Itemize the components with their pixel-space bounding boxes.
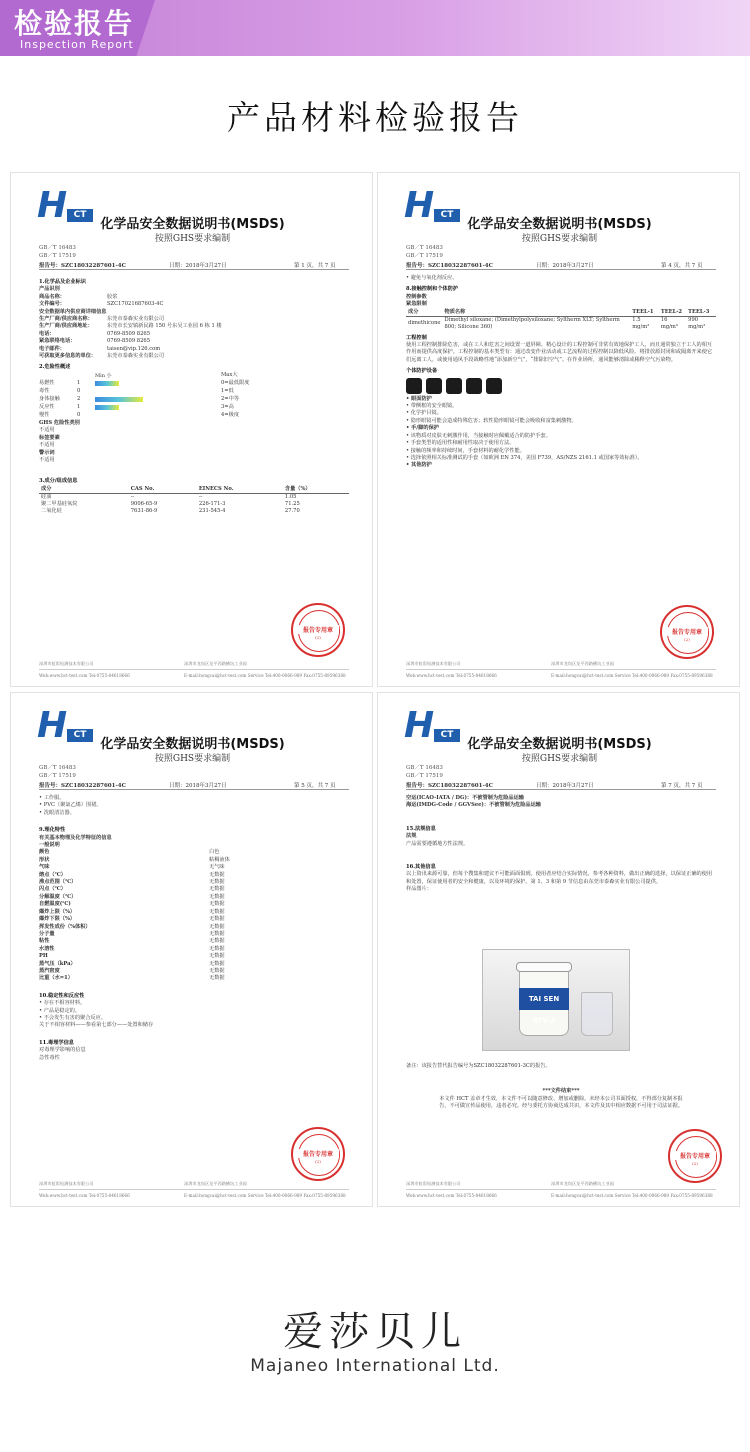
table-header-cell: TEEL-1 [630, 309, 659, 317]
report-body: • 避免与氧化剂反应。 8.接触控制和个体防护 控制参数 紧急限制 成分 物质名称 TEEL-1 TEEL-2 TEEL-3 dimethicone Dimethyl siloxane; (Dimethylpolysiloxane; Syltherm XLT; Syltherm 800; Silicone 360) 1.5 mg/m³ 16 mg/m³ 990 mg/m³ 工程控制 使用工程控制排除危害，或在工人和危害之间设置一道屏障。精心设计的工程控制可非常有效地保护工人，而且通常独立于工人的相互作用而提供高度保护。工程控制的基本类型有：通过改变作业活动或工艺流程的过程控制以降低风险。将排放源封闭和或隔离开来使它们远离工人，或使用通风手段战略性地“添加新空气”，“排除旧空气”。在作业场所，通风能够清除或稀释空气污染物。 个体防护设备 • 眼面防护 • 带侧框的安全眼镜。 • 化学护目镜。 • 隐形眼镜可能会造成特殊危害；软性隐形眼镜可能会吸收和富集刺激物。 • 手/脚的保护 • 该物质对皮肤无刺激作用，当接触时应佩戴适合的防护手套。 • 手套类型的适用性和耐用性取决于使用方法。 • 接触的频率和持续时间，手套材料的耐化学性能。 • 选择依照相关标准测试的手套（如欧洲 EN 374，美国 F739，AS/NZS 2161.1 或国家等效标准）。 • 其他防护 [406, 275, 716, 470]
info-key: 可获取更多信息的单位： [39, 353, 97, 360]
doc-title: 化学品安全数据说明书(MSDS) [100, 737, 285, 752]
property-value: 无气味 [209, 864, 225, 871]
property-row [39, 931, 349, 938]
sample-photo: TAI SEN RTV-2 [482, 949, 630, 1051]
property-value: 无数据 [209, 945, 225, 952]
property-value: 无数据 [209, 886, 225, 893]
coverall-icon [446, 378, 462, 394]
info-key: 生产厂商/供应商地址： [39, 323, 93, 330]
page-title: 产品材料检验报告 [227, 98, 523, 137]
info-row [39, 301, 349, 308]
table-header-cell: EINECS No. [197, 486, 283, 494]
doc-title: 化学品安全数据说明书(MSDS) [100, 217, 285, 232]
report-body: • 工作服。 • PVC（聚氯乙烯）围裙。 • 洗眼清洁器。 9.理化特性 有关基本物理及化学特征的信息 一般说明 颜色 白色 形状 粘稠液体 气味 无气味 熔点（℃） 无数据 沸点范围（℃） 无数据 闪点（℃） 无数据 分解温度（℃） 无数据 自燃温度(℃) 无数据 爆炸上限（%） 无数据 爆炸下限（%） 无数据 挥发性成份（%体积） 无数据 分子量 无数据 粘性 无数据 水溶性 无数据 PH 无数据 蒸气压（kPa） 无数据 蒸汽密度 无数据 比重（水=1） 无数据 10.稳定性和反应性 • 存在不相容材料。 • 产品是稳定的。 • 不会发生有害的聚合反应。 关于不相容材料——参看第七部分——处置和储存 11.毒理学信息 对毒理学影响的信息 急性毒性 [39, 795, 349, 1062]
property-value: 无数据 [209, 975, 225, 982]
hazard-label: 毒性 [39, 388, 50, 395]
info-key: 紧急联络电话： [39, 338, 76, 345]
hazard-row [39, 412, 349, 420]
property-row [39, 894, 349, 901]
ppe-icons [406, 378, 716, 394]
property-row [39, 975, 349, 982]
table-header-cell: 成分 [39, 486, 129, 494]
property-row [39, 886, 349, 893]
info-key: 安全数据单内供应商详细信息 [39, 308, 107, 315]
info-key: 商品名称： [39, 293, 65, 300]
report-meta: 报告号：SZC18032287601-4C 日期：2018年3月27日 第 1 页，共 7 页 [39, 263, 336, 269]
property-row [39, 938, 349, 945]
hazard-label: 易燃性 [39, 380, 55, 387]
table-row [406, 316, 716, 331]
table-row [39, 493, 349, 501]
property-key: 分子量 [39, 930, 55, 937]
info-value: 0769-8509 8265 [107, 338, 151, 345]
property-value: 无数据 [209, 953, 225, 960]
hazard-legend: 1=低 [221, 388, 234, 395]
info-key: 电话： [39, 330, 55, 337]
hazard-value: 2 [77, 396, 81, 403]
table-header-cell: 物质名称 [443, 309, 631, 317]
property-key: 爆炸下限（%） [39, 916, 76, 923]
table-cell: 231-545-4 [198, 507, 226, 514]
table-cell: -- [130, 493, 135, 500]
table-header [406, 309, 716, 317]
doc-title: 化学品安全数据说明书(MSDS) [467, 737, 652, 752]
hazard-row [39, 380, 349, 388]
property-key: 形状 [39, 856, 50, 863]
divider [39, 269, 349, 270]
hazard-bar-fill [95, 405, 119, 410]
property-value: 粘稠液体 [209, 856, 230, 863]
list-item: 关于不相容材料——参看第七部分——处置和储存 [39, 1022, 154, 1029]
brand-name-en: Majaneo International Ltd. [250, 1356, 500, 1376]
doc-subtitle: 按照GHS要求编制 [521, 754, 598, 764]
report-body: 1.化学品及企业标识 产品识别 商品名称： 胶浆 文件编号： SZC17021687603-4C 安全数据单内供应商详细信息 生产厂商/供应商名称： 东莞市泰森实业有限公司 生产厂商/供应商地址： 东莞市长安镇新民路 150 号东吴工业园 6 栋 1 楼 电话： 0769-8509 8265 紧急联络电话： 0769-8509 8265 电子邮件： taisen@vip.126.com 可获取更多信息的单位： 东莞市泰森实业有限公司 2.危险性概述 Min 小 Max大 易燃性 1 0=最低限度 毒性 0 1=低 身体接触 2 2=中等 反应性 1 3=高 慢性 0 4=极度 GHS 危险性类别 不适用 标签要素 不适用 警示词 不适用 3.成分/组成信息 成分 CAS No. EINECS No. 含量（%） 硅油 -- -- 1.05 聚二甲基硅氧烷 9006-65-9 226-171-3 71.25 二氧化硅 7631-86-9 231-545-4 27.70 [39, 275, 349, 515]
property-value: 无数据 [209, 871, 225, 878]
property-key: 水溶性 [39, 945, 55, 952]
property-key: 沸点范围（℃） [39, 879, 77, 886]
info-row [39, 331, 349, 338]
property-value: 无数据 [209, 893, 225, 900]
property-row [39, 909, 349, 916]
table-cell: 1.05 [284, 493, 297, 500]
property-key: 比重（水=1） [39, 975, 73, 982]
hazard-bar [95, 413, 191, 418]
doc-subtitle: 按照GHS要求编制 [154, 234, 231, 244]
brand-name-cn: 爱莎贝儿 [283, 1309, 467, 1355]
table-cell: 71.25 [284, 500, 300, 507]
table-cell: dimethicone [408, 320, 441, 327]
report-page-5: H CT 化学品安全数据说明书(MSDS) 按照GHS要求编制 GB／T 16483 GB／T 17519 报告号：SZC18032287601-4C 日期：2018年3月27日 第 5 页，共 7 页 • 工作服。 • PVC（聚氯乙烯）围裙。 • 洗眼清洁器。 9.理化特性 有关基本物理及化学特征的信息 一般说明 颜色 白色 形状 粘稠液体 气味 无气味 熔点（℃） 无数据 沸点范围（℃） 无数据 闪点（℃） 无数据 分解温度（℃） 无数据 自燃温度(℃) 无数据 爆炸上限（%） 无数据 爆炸下限（%） 无数据 挥发性成份（%体积） 无数据 分子量 无数据 粘性 无数据 水溶性 无数据 PH 无数据 蒸气压（kPa） 无数据 蒸汽密度 无数据 比重（水=1） 无数据 10.稳定性和反应性 • 存在不相容材料。 • 产品是稳定的。 • 不会发生有害的聚合反应。 关于不相容材料——参看第七部分——处置和储存 11.毒理学信息 对毒理学影响的信息 急性毒性 报告专用章 (2) 深圳市虹彩检测技术有限公司 深圳市龙岗区龙平西路横坑工业园 Web:www.hct-test.com Tel:0755-84618666 E-mail:hongcai@hct-test.com Service Tel:400-0066-989 Fax:0755-89596388 [10, 692, 373, 1207]
property-value: 无数据 [209, 908, 225, 915]
property-key: PH [39, 953, 48, 960]
hazard-bar-fill [95, 381, 119, 386]
table-cell: 二氧化硅 [41, 507, 62, 514]
hazard-label: 反应性 [39, 404, 55, 411]
table-header-cell: TEEL-3 [686, 309, 716, 317]
list-item: 对毒理学影响的信息 [39, 1047, 86, 1054]
property-value: 无数据 [209, 960, 225, 967]
property-row [39, 968, 349, 975]
property-row [39, 864, 349, 871]
property-value: 白色 [209, 849, 220, 856]
property-key: 自燃温度(℃) [39, 901, 71, 908]
list-item: • 选择依照相关标准测试的手套（如欧洲 EN 374，美国 F739，AS/NZS 2161.1 或国家等效标准）。 [406, 454, 643, 461]
hazard-value: 0 [77, 388, 81, 395]
report-meta: 报告号：SZC18032287601-4C 日期：2018年3月27日 第 4 页，共 7 页 [406, 263, 703, 269]
official-stamp: 报告专用章 (2) [291, 1127, 345, 1181]
list-item: • 该物质对皮肤无刺激作用，当接触时应佩戴适合的防护手套。 [406, 432, 551, 439]
property-key: 熔点（℃） [39, 871, 66, 878]
property-key: 爆炸上限（%） [39, 908, 76, 915]
report-meta: 报告号：SZC18032287601-4C 日期：2018年3月27日 第 5 页，共 7 页 [39, 783, 336, 789]
hazard-row [39, 404, 349, 412]
property-row [39, 916, 349, 923]
info-value: 东莞市长安镇新民路 150 号东吴工业园 6 栋 1 楼 [107, 323, 222, 330]
table-cell: 1.5 mg/m³ [632, 316, 650, 330]
ghs-line: 标签要素 [39, 434, 60, 441]
hazard-bar [95, 389, 191, 394]
hazard-label: 身体接触 [39, 396, 60, 403]
property-value: 无数据 [209, 901, 225, 908]
info-row [39, 323, 349, 330]
hct-logo: H CT [404, 707, 460, 745]
list-item: • 带侧框的安全眼镜。 [406, 403, 458, 410]
property-key: 分解温度（℃） [39, 893, 77, 900]
property-key: 颜色 [39, 849, 50, 856]
hct-logo: H CT [404, 187, 460, 225]
property-row [39, 849, 349, 856]
hazard-legend: 4=极度 [221, 412, 240, 419]
hazard-bar-fill [95, 397, 143, 402]
info-row [39, 346, 349, 353]
property-row [39, 953, 349, 960]
doc-subtitle: 按照GHS要求编制 [521, 234, 598, 244]
list-item: • 接触的频率和持续时间，手套材料的耐化学性能。 [406, 447, 525, 454]
list-item: • 化学护目镜。 [406, 410, 442, 417]
table-cell: 硅油 [41, 493, 52, 500]
table-header [39, 486, 349, 494]
property-value: 无数据 [209, 938, 225, 945]
hazard-bar [95, 405, 191, 410]
table-header-cell: TEEL-2 [659, 309, 686, 317]
report-page-4: H CT 化学品安全数据说明书(MSDS) 按照GHS要求编制 GB／T 16483 GB／T 17519 报告号：SZC18032287601-4C 日期：2018年3月27日 第 4 页，共 7 页 • 避免与氧化剂反应。 8.接触控制和个体防护 控制参数 紧急限制 成分 物质名称 TEEL-1 TEEL-2 TEEL-3 dimethicone Dimethyl siloxane; (Dimethylpolysiloxane; Syltherm XLT; Syltherm 800; Silicone 360) 1.5 mg/m³ 16 mg/m³ 990 mg/m³ 工程控制 使用工程控制排除危害，或在工人和危害之间设置一道屏障。精心设计的工程控制可非常有效地保护工人，而且通常独立于工人的相互作用而提供高度保护。工程控制的基本类型有：通过改变作业活动或工艺流程的过程控制以降低风险。将排放源封闭和或隔离开来使它们远离工人，或使用通风手段战略性地“添加新空气”，“排除旧空气”。在作业场所，通风能够清除或稀释空气污染物。 个体防护设备 • 眼面防护 • 带侧框的安全眼镜。 • 化学护目镜。 • 隐形眼镜可能会造成特殊危害；软性隐形眼镜可能会吸收和富集刺激物。 • 手/脚的保护 • 该物质对皮肤无刺激作用，当接触时应佩戴适合的防护手套。 • 手套类型的适用性和耐用性取决于使用方法。 • 接触的频率和持续时间，手套材料的耐化学性能。 • 选择依照相关标准测试的手套（如欧洲 EN 374，美国 F739，AS/NZS 2161.1 或国家等效标准）。 • 其他防护 报告专用章 (2) 深圳市虹彩检测技术有限公司 深圳市龙岗区龙平西路横坑工业园 Web:www.hct-test.com Tel:0755-84618666 E-mail:hongcai@hct-test.com Service Tel:400-0066-989 Fax:0755-89596388 [377, 172, 740, 687]
hct-logo: H CT [37, 187, 93, 225]
ghs-line: 警示词 [39, 449, 55, 456]
property-value: 无数据 [209, 923, 225, 930]
property-row [39, 901, 349, 908]
table-cell: -- [198, 493, 203, 500]
ghs-line: 不适用 [39, 442, 55, 449]
table-cell: 聚二甲基硅氧烷 [41, 500, 78, 507]
banner-title-en: Inspection Report [20, 38, 134, 51]
property-row [39, 879, 349, 886]
report-page-7: H CT 化学品安全数据说明书(MSDS) 按照GHS要求编制 GB／T 16483 GB／T 17519 报告号：SZC18032287601-4C 日期：2018年3月27日 第 7 页，共 7 页 空运(ICAO-IATA / DG)：不被管制为危险品运输 海运(IMDG-Code / GGVSee)：不被管制为危险品运输 15.法规信息 法规 产品需要遵循地方性法规。 16.其他信息 以上资讯来源可靠，但每个搜集和建议不可能面面俱到。使用者应结合实际情况，参考各种资料，做出正确的选择，以保证正确的使用和处置，保证使用者的安全和健康，以及环境的保护。第 1、3 和第 9 节信息由东莞市泰森实业有限公司提供。 样品图片： TAI SEN RTV-2 备注：该报告替代报告编号为SZC18032287601-3C的报告。 ***文件结束*** 本文件 HCT 盖章才生效，本文件不可以随意修改、增加或删除。未经本公司书面授权，不得部分复制本报告，不可做宣传品使用，违者必究。经与委托方协商达成共识，本文件及其中相应数据不可用于司法证据。 报告专用章 (2) 深圳市虹彩检测技术有限公司 深圳市龙岗区龙平西路横坑工业园 Web:www.hct-test.com Tel:0755-84618666 E-mail:hongcai@hct-test.com Service Tel:400-0066-989 Fax:0755-89596388 [377, 692, 740, 1207]
list-item: • 存在不相容材料。 [39, 1000, 86, 1007]
table-header-cell: 成分 [406, 309, 443, 317]
property-row [39, 924, 349, 931]
property-value: 无数据 [209, 879, 225, 886]
info-value: 胶浆 [107, 293, 118, 300]
doc-subtitle: 按照GHS要求编制 [154, 754, 231, 764]
doc-title: 化学品安全数据说明书(MSDS) [467, 217, 652, 232]
hct-logo: H CT [37, 707, 93, 745]
info-row [39, 294, 349, 301]
hazard-bar [95, 381, 191, 386]
list-item: • 隐形眼镜可能会造成特殊危害；软性隐形眼镜可能会吸收和富集刺激物。 [406, 417, 577, 424]
report-page-1: H CT 化学品安全数据说明书(MSDS) 按照GHS要求编制 GB／T 16483 GB／T 17519 报告号：SZC18032287601-4C 日期：2018年3月27日 第 1 页，共 7 页 1.化学品及企业标识 产品识别 商品名称： 胶浆 文件编号： SZC17021687603-4C 安全数据单内供应商详细信息 生产厂商/供应商名称： 东莞市泰森实业有限公司 生产厂商/供应商地址： 东莞市长安镇新民路 150 号东吴工业园 6 栋 1 楼 电话： 0769-8509 8265 紧急联络电话： 0769-8509 8265 电子邮件： taisen@vip.126.com 可获取更多信息的单位： 东莞市泰森实业有限公司 2.危险性概述 Min 小 Max大 易燃性 1 0=最低限度 毒性 0 1=低 身体接触 2 2=中等 反应性 1 3=高 慢性 0 4=极度 GHS 危险性类别 不适用 标签要素 不适用 警示词 不适用 3.成分/组成信息 成分 CAS No. EINECS No. 含量（%） 硅油 -- -- 1.05 聚二甲基硅氧烷 9006-65-9 226-171-3 71.25 二氧化硅 7631-86-9 231-545-4 27.70 报告专用章 (2) 深圳市虹彩检测技术有限公司 深圳市龙岗区龙平西路横坑工业园 Web:www.hct-test.com Tel:0755-84618666 E-mail:hongcai@hct-test.com Service Tel:400-0066-989 Fax:0755-89596388 [10, 172, 373, 687]
report-meta: 报告号：SZC18032287601-4C 日期：2018年3月27日 第 7 页，共 7 页 [406, 783, 703, 789]
property-value: 无数据 [209, 930, 225, 937]
table-cell: Dimethyl siloxane; (Dimethylpolysiloxane; Syltherm XLT; Syltherm 800; Silicone 360) [444, 316, 620, 330]
hazard-label: 慢性 [39, 412, 50, 419]
report-body: 空运(ICAO-IATA / DG)：不被管制为危险品运输 海运(IMDG-Code / GGVSee)：不被管制为危险品运输 15.法规信息 法规 产品需要遵循地方性法规。 16.其他信息 以上资讯来源可靠，但每个搜集和建议不可能面面俱到。使用者应结合实际情况，参考各种资料，做出正确的选择，以保证正确的使用和处置，保证使用者的安全和健康，以及环境的保护。第 1、3 和第 9 节信息由东莞市泰森实业有限公司提供。 样品图片： [406, 795, 713, 893]
info-row [39, 353, 349, 360]
measuring-cup [581, 992, 613, 1036]
info-row [39, 338, 349, 345]
list-item: • PVC（聚氯乙烯）围裙。 [39, 802, 102, 809]
property-row [39, 872, 349, 879]
info-value: 东莞市泰森实业有限公司 [107, 316, 165, 323]
table-cell: 9006-65-9 [130, 500, 158, 507]
info-value: taisen@vip.126.com [107, 345, 161, 352]
list-item: • 手套类型的适用性和耐用性取决于使用方法。 [406, 440, 515, 447]
property-key: 闪点（℃） [39, 886, 66, 893]
table-cell: 27.70 [284, 507, 300, 514]
info-value: SZC17021687603-4C [107, 301, 164, 308]
goggles-icon [406, 378, 422, 394]
gloves-icon [426, 378, 442, 394]
property-key: 气味 [39, 864, 50, 871]
table-cell: 990 mg/m³ [688, 316, 706, 330]
info-value: 0769-8509 8265 [107, 330, 151, 337]
hazard-value: 1 [77, 380, 81, 387]
hazard-row [39, 388, 349, 396]
table-row [39, 501, 349, 508]
table-cell: 226-171-3 [198, 500, 226, 507]
table-header-cell: CAS No. [129, 486, 197, 494]
info-row [39, 309, 349, 316]
hazard-row [39, 396, 349, 404]
table-row [39, 508, 349, 515]
list-item: • 洗眼清洁器。 [39, 809, 75, 816]
property-key: 粘性 [39, 938, 50, 945]
table-header-cell: 含量（%） [283, 486, 349, 494]
hazard-legend: 0=最低限度 [221, 380, 250, 387]
list-item: • 产品是稳定的。 [39, 1007, 81, 1014]
face-shield-icon [486, 378, 502, 394]
banner-title-cn: 检验报告 [14, 7, 135, 40]
property-row [39, 857, 349, 864]
hazard-value: 0 [77, 412, 81, 419]
ghs-line: GHS 危险性类别 [39, 419, 80, 426]
official-stamp: 报告专用章 (2) [668, 1129, 722, 1183]
hazard-value: 1 [77, 404, 81, 411]
info-key: 生产厂商/供应商名称： [39, 316, 93, 323]
property-value: 无数据 [209, 967, 225, 974]
property-key: 挥发性成份（%体积） [39, 923, 91, 930]
std-2: GB／T 17519 [39, 253, 76, 259]
info-key: 文件编号： [39, 301, 65, 308]
official-stamp: 报告专用章 (2) [660, 605, 714, 659]
hazard-legend: 3=高 [221, 404, 234, 411]
list-item: • 工作服。 [39, 795, 65, 801]
list-item: • 不会发生有害的聚合反应。 [39, 1014, 106, 1021]
property-row [39, 961, 349, 968]
ghs-line: 不适用 [39, 456, 55, 463]
respirator-icon [466, 378, 482, 394]
info-value [107, 309, 349, 316]
property-value: 无数据 [209, 916, 225, 923]
table-cell: 16 mg/m³ [660, 316, 678, 330]
property-key: 蒸汽密度 [39, 967, 60, 974]
hazard-legend: 2=中等 [221, 396, 240, 403]
info-value: 东莞市泰森实业有限公司 [107, 353, 165, 360]
ghs-line: 不适用 [39, 427, 55, 434]
property-key: 蒸气压（kPa） [39, 960, 76, 967]
list-item: 急性毒性 [39, 1054, 60, 1061]
std-1: GB／T 16483 [39, 245, 76, 251]
property-row [39, 946, 349, 953]
official-stamp: 报告专用章 (2) [291, 603, 345, 657]
table-cell: 7631-86-9 [130, 507, 158, 514]
hazard-bar [95, 397, 191, 402]
info-key: 电子邮件： [39, 345, 65, 352]
